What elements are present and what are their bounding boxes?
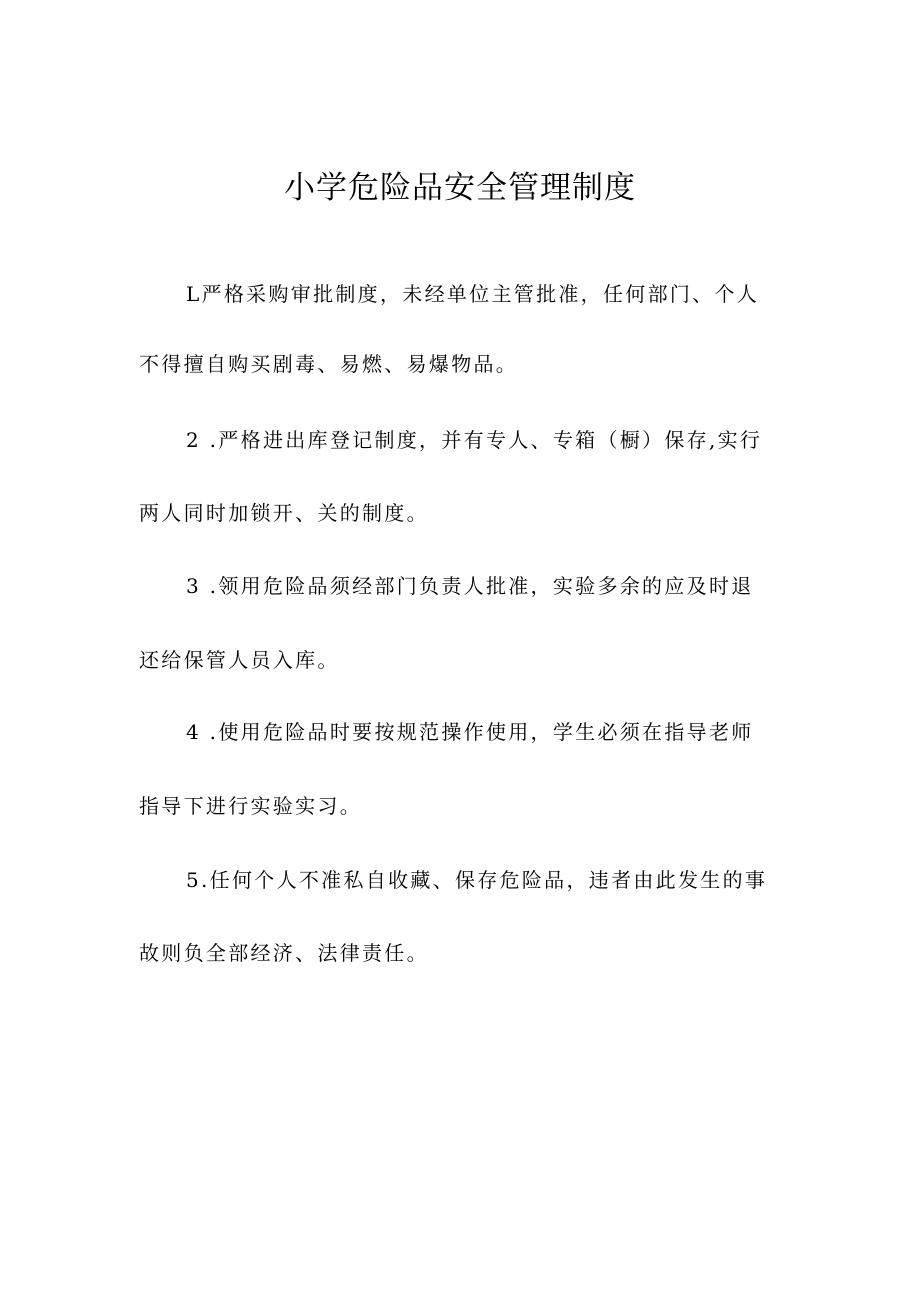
paragraph-line: 还给保管人员入库。 <box>139 648 340 672</box>
paragraph-line: 故则负全部经济、法律责任。 <box>139 941 429 965</box>
paragraph-line: 3 .领用危险品须经部门负责人批准，实验多余的应及时退 <box>186 574 754 598</box>
paragraph-line: 5.任何个人不准私自收藏、保存危险品，违者由此发生的事 <box>186 868 768 892</box>
paragraph-line: 不得擅自购买剧毒、易燃、易爆物品。 <box>139 352 519 376</box>
paragraph-line: 4 .使用危险品时要按规范操作使用，学生必须在指导老师 <box>186 720 754 744</box>
paragraph-line: 两人同时加锁开、关的制度。 <box>139 501 429 525</box>
paragraph-line: 2 .严格进出库登记制度，并有专人、专箱（橱）保存,实行 <box>186 428 763 452</box>
document-title: 小学危险品安全管理制度 <box>284 170 636 206</box>
paragraph-line: 指导下进行实验实习。 <box>139 794 362 818</box>
paragraph-line: L严格采购审批制度，未经单位主管批准，任何部门、个人 <box>186 282 760 306</box>
